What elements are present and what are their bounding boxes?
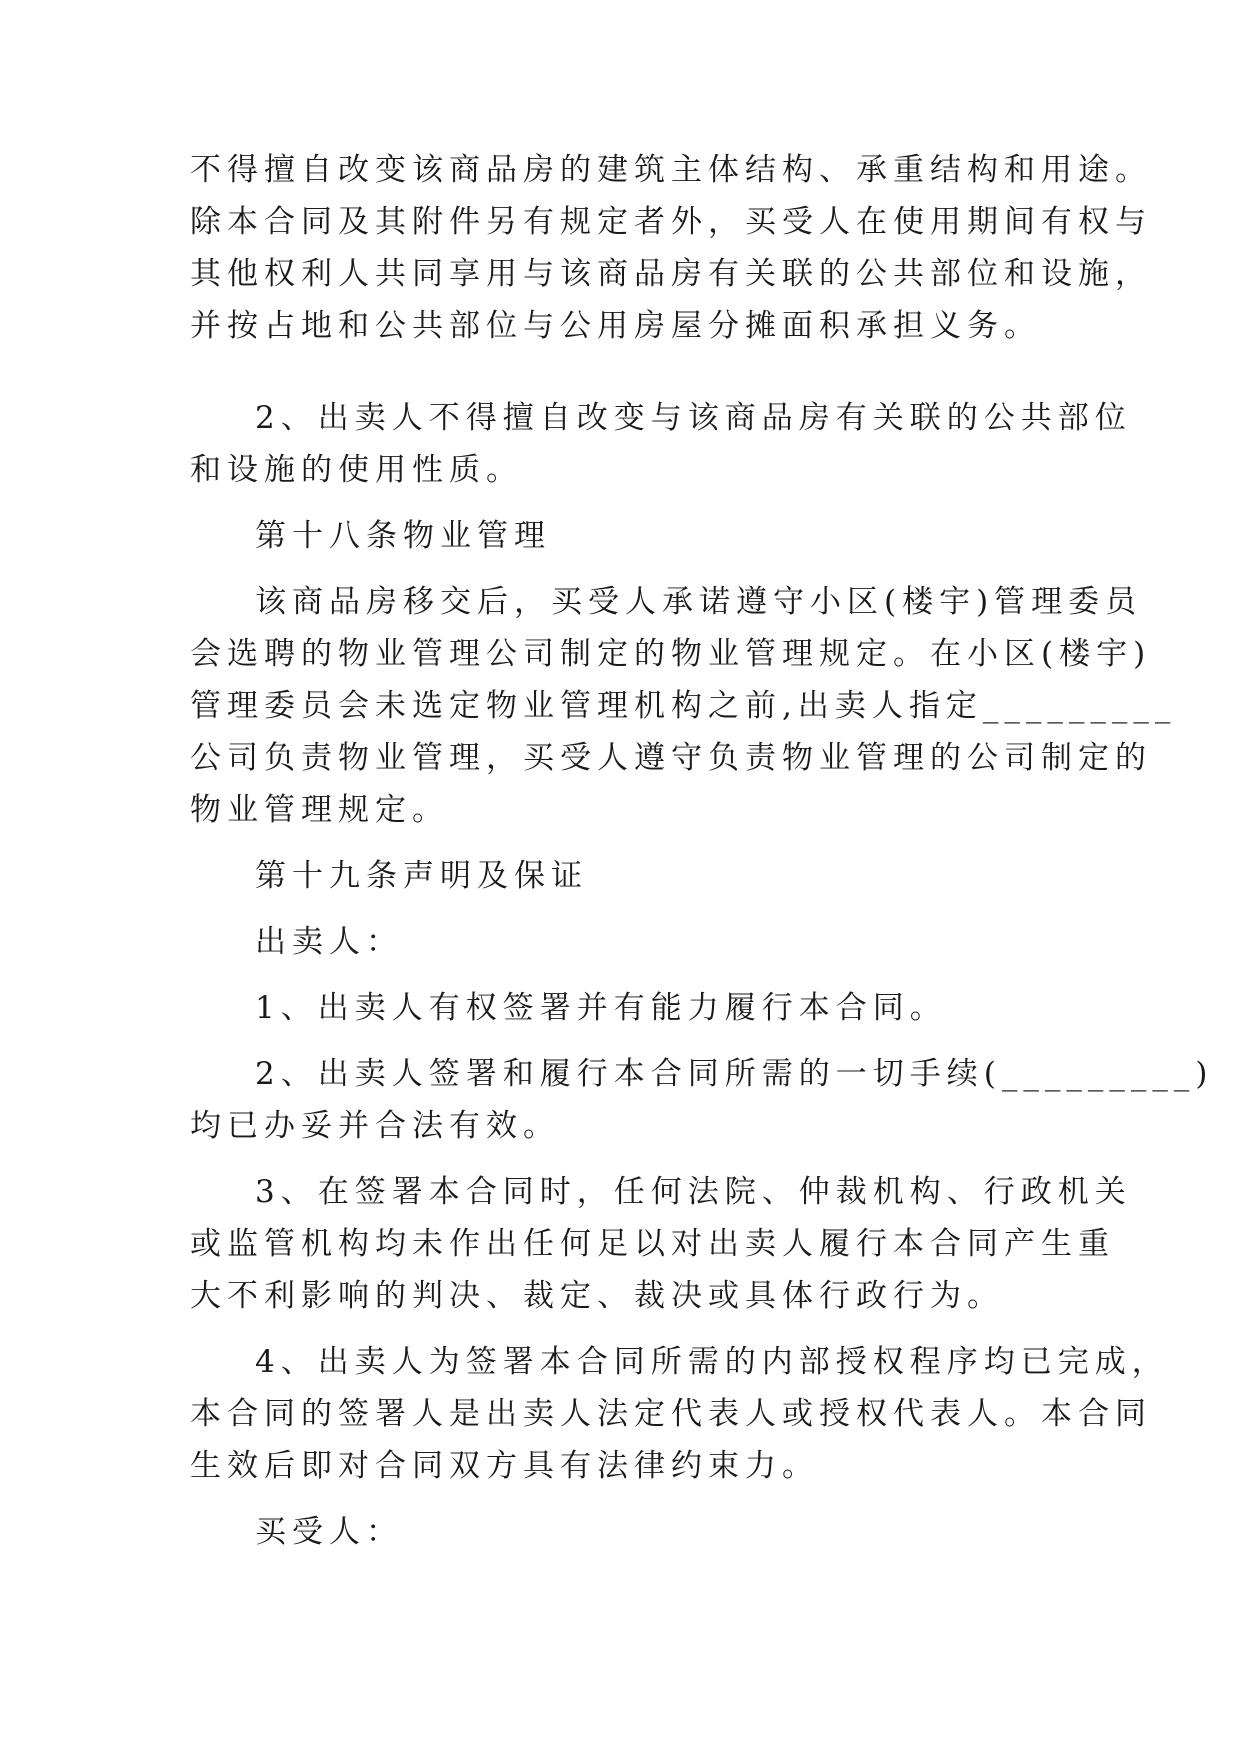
text-line: 出卖人： [255,924,403,960]
section-heading: 第十九条声明及保证 [255,858,588,894]
text-line: 不得擅自改变该商品房的建筑主体结构、承重结构和用途。 [190,152,1152,188]
text-line: 1、出卖人有权签署并有能力履行本合同。 [255,990,947,1026]
text-line: 大不利影响的判决、裁定、裁决或具体行政行为。 [190,1278,1004,1314]
text-line: 其他权利人共同享用与该商品房有关联的公共部位和设施， [190,256,1152,292]
text-line: 或监管机构均未作出任何足以对出卖人履行本合同产生重 [190,1226,1115,1262]
section-heading: 第十八条物业管理 [255,518,551,554]
text-line: 4、出卖人为签署本合同所需的内部授权程序均已完成， [255,1344,1169,1380]
text-line: 2、出卖人签署和履行本合同所需的一切手续(_________) [255,1056,1214,1092]
text-line: 2、出卖人不得擅自改变与该商品房有关联的公共部位 [255,400,1132,436]
text-line: 会选聘的物业管理公司制定的物业管理规定。在小区(楼宇) [190,636,1152,672]
text-line: 公司负责物业管理，买受人遵守负责物业管理的公司制定的 [190,740,1152,776]
text-line: 生效后即对合同双方具有法律约束力。 [190,1448,819,1484]
text-line: 3、在签署本合同时，任何法院、仲裁机构、行政机关 [255,1174,1132,1210]
text-line: 管理委员会未选定物业管理机构之前,出卖人指定_________ [190,688,1177,724]
text-line: 并按占地和公共部位与公用房屋分摊面积承担义务。 [190,308,1041,344]
text-line: 和设施的使用性质。 [190,452,523,488]
text-line: 物业管理规定。 [190,792,449,828]
text-line: 均已办妥并合法有效。 [190,1108,560,1144]
text-line: 本合同的签署人是出卖人法定代表人或授权代表人。本合同 [190,1396,1152,1432]
text-line: 该商品房移交后，买受人承诺遵守小区(楼宇)管理委员 [255,584,1143,620]
text-line: 除本合同及其附件另有规定者外，买受人在使用期间有权与 [190,204,1152,240]
text-line: 买受人： [255,1514,403,1550]
